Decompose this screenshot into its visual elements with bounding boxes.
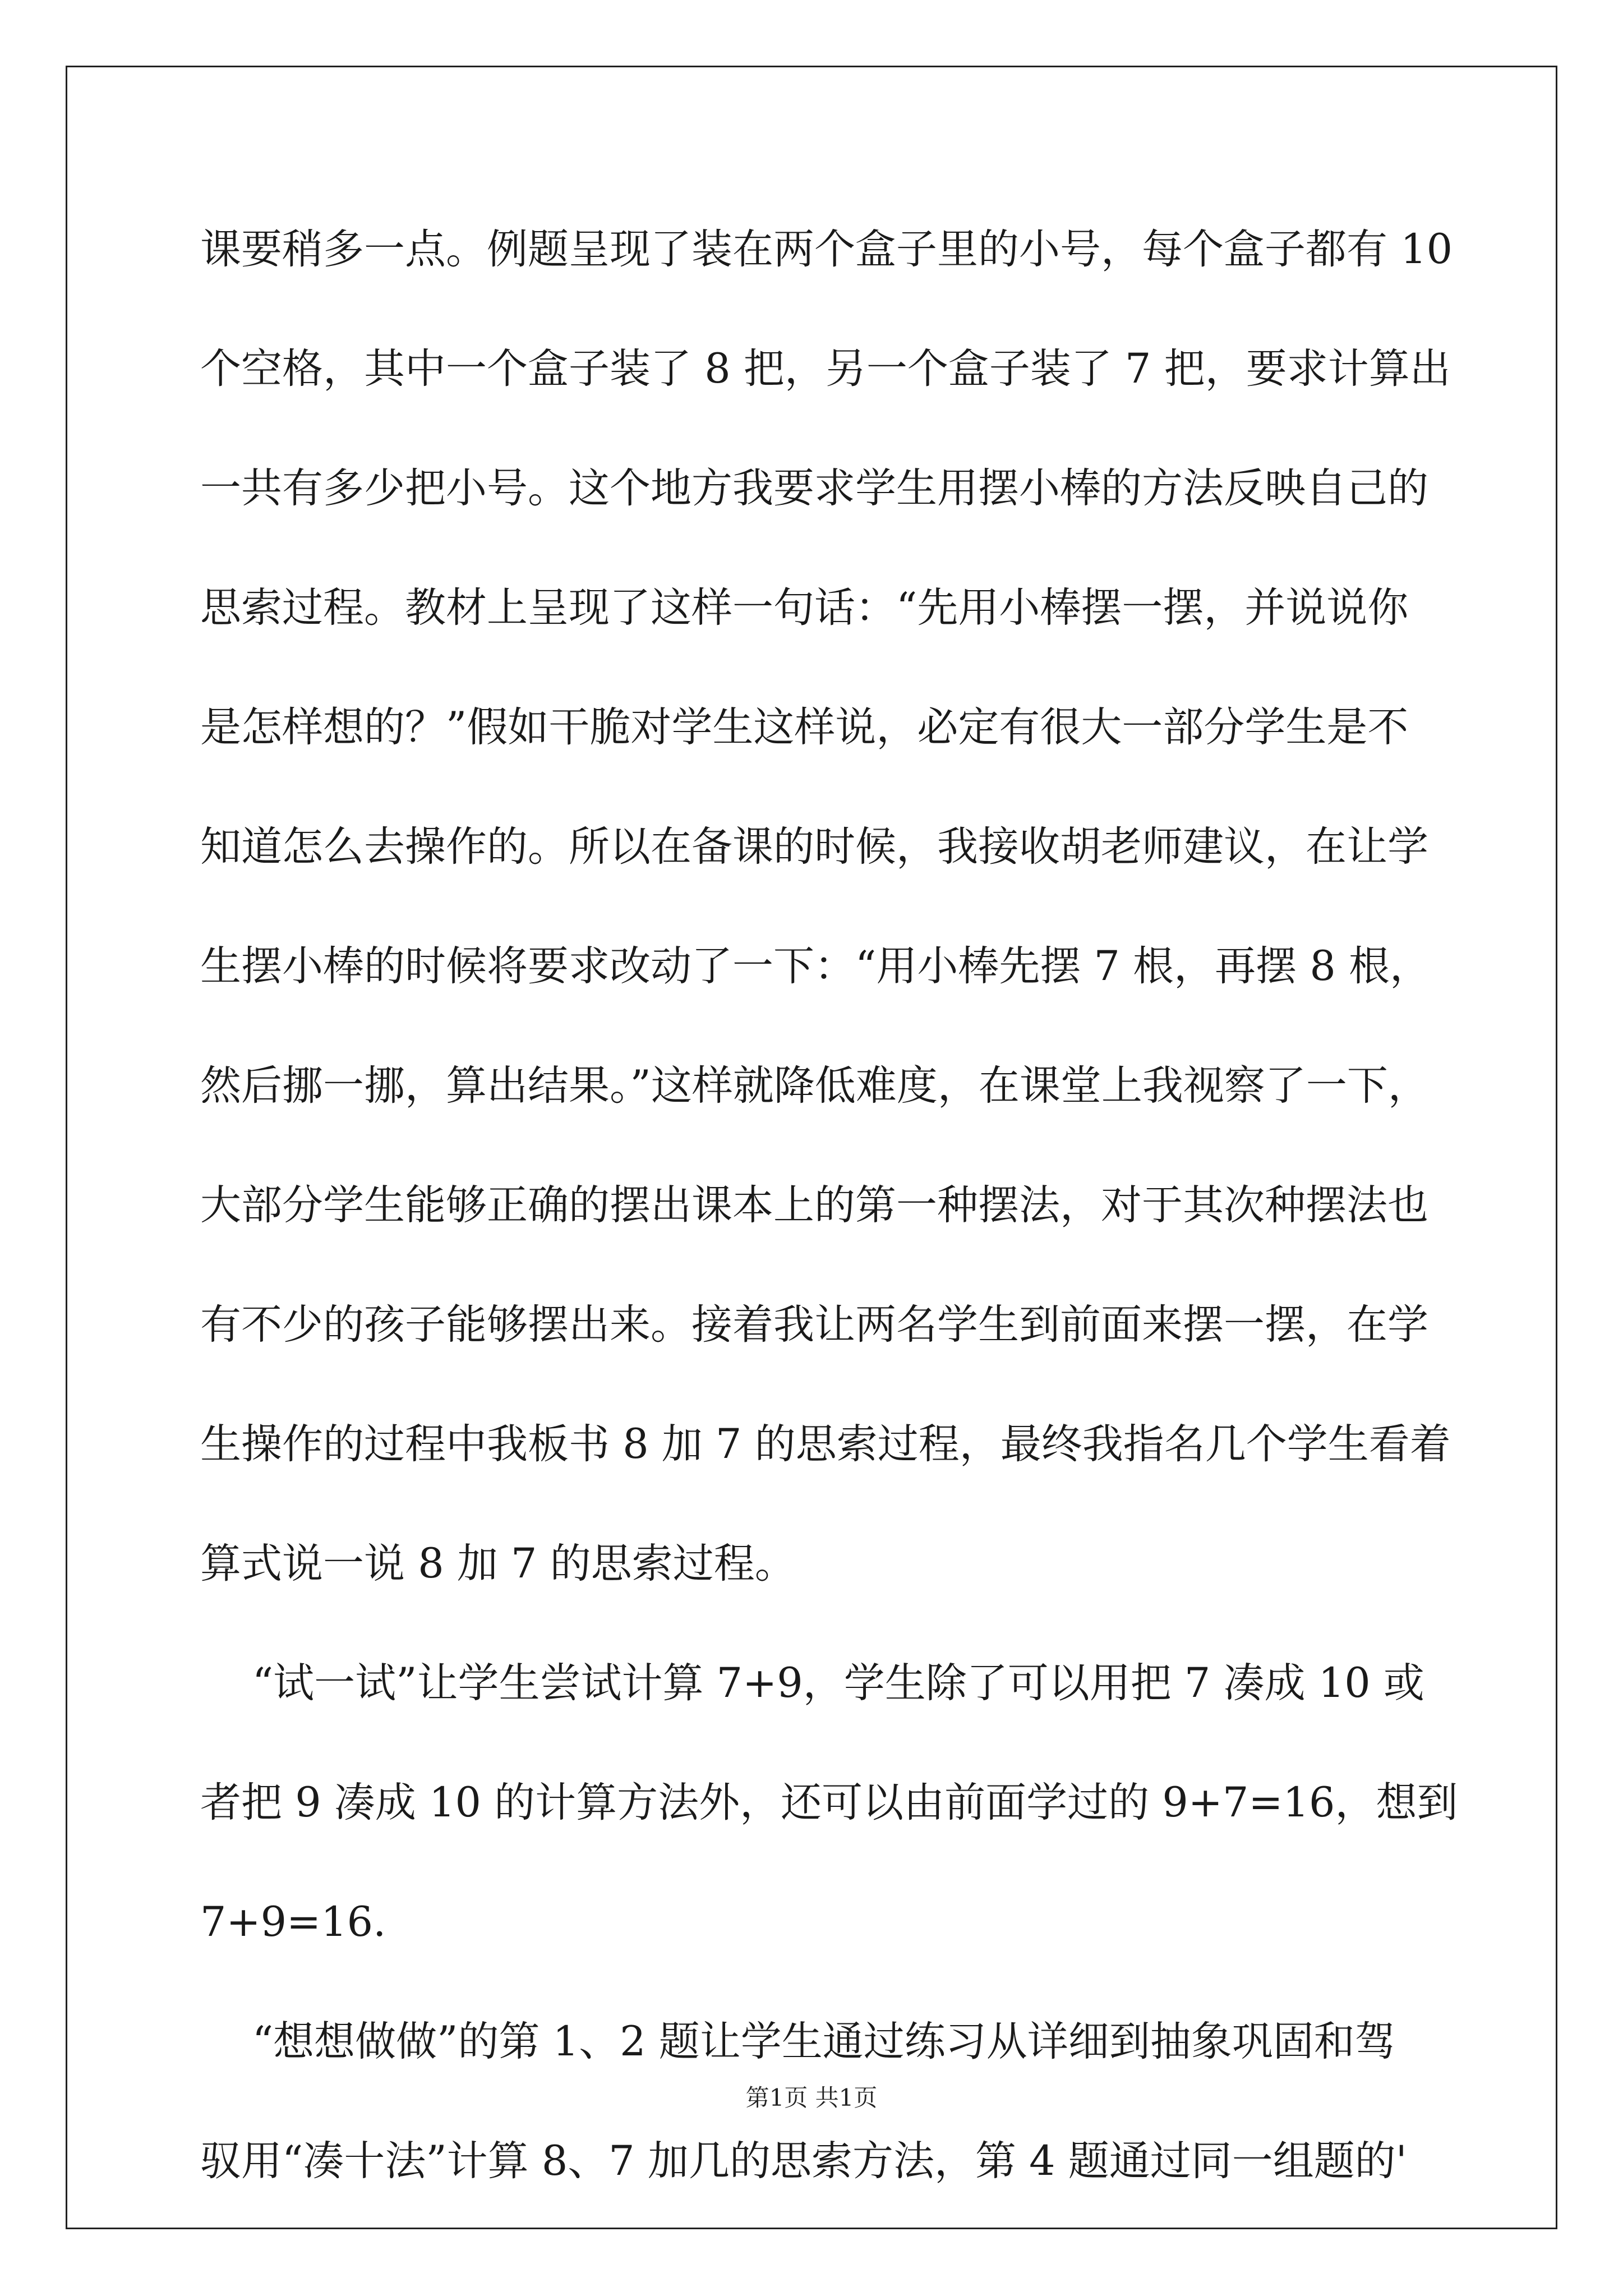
text-line: “想想做做”的第 1、2 题让学生通过练习从详细到抽象巩固和驾 — [200, 2018, 1396, 2065]
text-line: 者把 9 凑成 10 的计算方法外，还可以由前面学过的 9+7=16，想到 — [200, 1779, 1458, 1826]
text-line: 7+9=16. — [200, 1898, 386, 1946]
page-footer: 第1页 共1页 — [745, 2084, 878, 2111]
text-line: 知道怎么去操作的。所以在备课的时候，我接收胡老师建议，在让学 — [200, 823, 1428, 871]
text-line: 生摆小棒的时候将要求改动了一下：“用小棒先摆 7 根，再摆 8 根， — [200, 942, 1431, 990]
text-line: 算式说一说 8 加 7 的思索过程。 — [200, 1540, 796, 1588]
text-line: 大部分学生能够正确的摆出课本上的第一种摆法，对于其次种摆法也 — [200, 1181, 1428, 1229]
text-line: 驭用“凑十法”计算 8、7 加几的思索方法，第 4 题通过同一组题的' — [200, 2137, 1407, 2185]
text-line: 生操作的过程中我板书 8 加 7 的思索过程，最终我指名几个学生看着 — [200, 1420, 1451, 1468]
text-line: 是怎样想的？”假如干脆对学生这样说，必定有很大一部分学生是不 — [200, 703, 1409, 751]
text-line: 一共有多少把小号。这个地方我要求学生用摆小棒的方法反映自己的 — [200, 464, 1428, 512]
text-line: 个空格，其中一个盒子装了 8 把，另一个盒子装了 7 把，要求计算出 — [200, 345, 1451, 393]
text-line: 然后挪一挪，算出结果。”这样就降低难度，在课堂上我视察了一下， — [200, 1062, 1429, 1110]
text-line: 有不少的孩子能够摆出来。接着我让两名学生到前面来摆一摆，在学 — [200, 1301, 1428, 1349]
text-line: 课要稍多一点。例题呈现了装在两个盒子里的小号，每个盒子都有 10 — [200, 226, 1453, 273]
text-line: “试一试”让学生尝试计算 7+9，学生除了可以用把 7 凑成 10 或 — [200, 1659, 1424, 1707]
text-line: 思索过程。教材上呈现了这样一句话：“先用小棒摆一摆，并说说你 — [200, 584, 1409, 632]
